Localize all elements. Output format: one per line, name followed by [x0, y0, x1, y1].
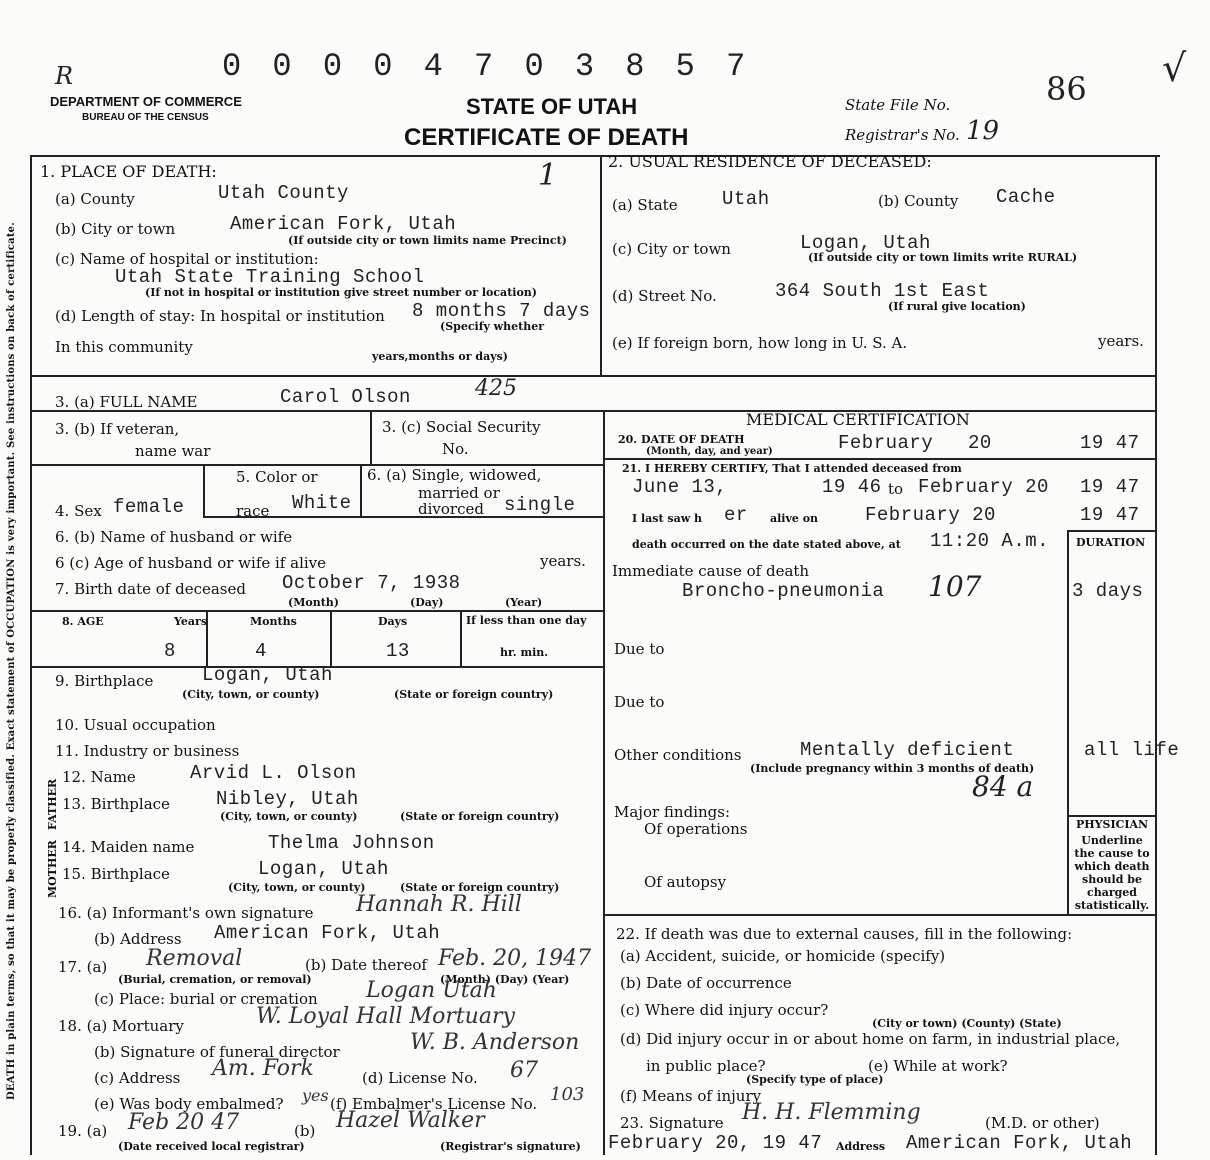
birthplace: Logan, Utah — [202, 664, 333, 686]
registrar-label: Registrar's No. — [845, 126, 960, 144]
age-days-label: Days — [378, 615, 408, 628]
community-note: years,months or days) — [372, 350, 508, 363]
father-bp-note-1: (City, town, or county) — [220, 810, 358, 823]
burial-value: Removal — [146, 946, 243, 971]
residence-heading: 2. USUAL RESIDENCE OF DECEASED: — [608, 152, 932, 171]
date-thereof: Feb. 20, 1947 — [438, 946, 592, 971]
embalmer-value: 103 — [550, 1084, 585, 1105]
other-conditions: Mentally deficient — [800, 739, 1015, 761]
certificate-title: CERTIFICATE OF DEATH — [404, 124, 689, 151]
rule-physician — [1067, 815, 1155, 817]
date-thereof-label: (b) Date thereof — [305, 956, 427, 974]
informant-address-label: (b) Address — [94, 930, 182, 948]
marital-label-2: married or — [418, 484, 500, 502]
ss-label: 3. (c) Social Security — [382, 418, 541, 436]
hospital-name: Utah State Training School — [115, 266, 425, 288]
birth-month-note: (Month) — [288, 596, 339, 609]
age-husband-label: 6 (c) Age of husband or wife if alive — [55, 554, 327, 572]
mother-bp-note-1: (City, town, or county) — [228, 881, 366, 894]
other-note: (Include pregnancy within 3 months of death) — [750, 762, 1035, 775]
mother-birthplace: Logan, Utah — [258, 858, 389, 880]
res-street-note: (If rural give location) — [888, 300, 1026, 313]
physician-note: Underline the cause to which death should be charged statistically. — [1074, 834, 1150, 912]
mother-bp-note-2: (State or foreign country) — [400, 881, 560, 894]
certificate-number: 0 0 0 0 4 7 0 3 8 5 7 — [222, 48, 752, 85]
signature-label: 23. Signature — [620, 1114, 724, 1132]
stay-note: (Specify whether — [440, 320, 545, 333]
state-file-value: 86 — [1046, 70, 1087, 108]
occurred-label: death occurred on the date stated above, at — [632, 538, 901, 551]
state-title: STATE OF UTAH — [466, 94, 638, 119]
other-conditions-label: Other conditions — [614, 746, 742, 764]
duration-label: DURATION — [1076, 536, 1146, 549]
burial-label: 17. (a) — [58, 958, 108, 976]
received-date: Feb 20 47 — [128, 1110, 240, 1135]
res-county: Cache — [996, 186, 1056, 208]
res-street: 364 South 1st East — [775, 280, 990, 302]
death-county: Utah County — [218, 182, 349, 204]
sig-address: American Fork, Utah — [906, 1132, 1133, 1154]
cause-code: 107 — [928, 570, 982, 603]
sex-value: female — [113, 496, 185, 518]
name-code: 425 — [475, 376, 517, 401]
last-saw-year: 19 47 — [1080, 504, 1140, 526]
father-name: Arvid L. Olson — [190, 762, 357, 784]
margin-mark: R — [55, 62, 74, 90]
immediate-cause-label: Immediate cause of death — [612, 562, 810, 580]
informant-label: 16. (a) Informant's own signature — [58, 904, 314, 922]
divider-top — [600, 155, 602, 377]
rule-sex — [203, 464, 205, 516]
check-mark: √ — [1162, 46, 1187, 90]
birth-day-note: (Day) — [410, 596, 444, 609]
last-saw-date: February 20 — [865, 504, 996, 526]
frame-left — [30, 155, 32, 1155]
frame-top — [30, 155, 1160, 157]
mort-address: Am. Fork — [212, 1056, 314, 1081]
father-bp-label: 13. Birthplace — [62, 795, 170, 813]
age-husband-unit: years. — [540, 552, 586, 570]
rule-dod — [603, 458, 1155, 460]
death-time: 11:20 A.m. — [930, 530, 1050, 552]
full-name: Carol Olson — [280, 386, 411, 408]
father-bp-note-2: (State or foreign country) — [400, 810, 560, 823]
informant-signature: Hannah R. Hill — [356, 892, 522, 917]
death-county-label: (a) County — [55, 190, 135, 208]
registrar-value: 19 — [966, 116, 1000, 146]
attended-from: June 13, — [632, 476, 728, 498]
md-label: (M.D. or other) — [985, 1114, 1100, 1132]
embalmer-label: (f) Embalmer's License No. — [330, 1095, 538, 1113]
embalmed-label: (e) Was body embalmed? — [94, 1095, 284, 1113]
place-label: (c) Place: burial or cremation — [94, 990, 318, 1008]
registrar-sig-label: (b) — [294, 1122, 316, 1140]
license-value: 67 — [510, 1058, 538, 1083]
director-label: (b) Signature of funeral director — [94, 1043, 340, 1061]
dod-year: 19 47 — [1080, 432, 1140, 454]
color-label: 5. Color or — [236, 468, 318, 486]
hr-min: hr. min. — [500, 646, 549, 659]
community-label: In this community — [55, 338, 193, 356]
rule-1 — [30, 375, 1155, 377]
rule-2 — [30, 410, 1155, 412]
certify-label: 21. I HEREBY CERTIFY, That I attended deceased from — [622, 462, 962, 475]
ss-label-2: No. — [442, 440, 469, 458]
license-label: (d) License No. — [362, 1069, 478, 1087]
informant-address: American Fork, Utah — [214, 922, 441, 944]
dod-day: 20 — [968, 432, 992, 454]
registrar-signature: Hazel Walker — [336, 1108, 485, 1133]
father-side-label: FATHER — [46, 778, 59, 830]
stay-label: (d) Length of stay: In hospital or institution — [55, 307, 385, 325]
res-state: Utah — [722, 188, 770, 210]
embalmed-value: yes — [302, 1086, 329, 1105]
father-birthplace: Nibley, Utah — [216, 788, 359, 810]
birthplace-label: 9. Birthplace — [55, 672, 154, 690]
birthplace-note-2: (State or foreign country) — [394, 688, 554, 701]
res-city-note: (If outside city or town limits write RURAL) — [808, 251, 1078, 264]
received-note: (Date received local registrar) — [118, 1140, 305, 1153]
husband-label: 6. (b) Name of husband or wife — [55, 528, 293, 546]
sex-label: 4. Sex — [55, 502, 102, 520]
operations-label: Of operations — [644, 820, 748, 838]
autopsy-label: Of autopsy — [644, 873, 727, 891]
race-label: race — [236, 502, 270, 520]
attended-to: February 20 — [918, 476, 1049, 498]
rule-duration — [1067, 530, 1069, 914]
rule-age2 — [330, 610, 332, 668]
attended-to-year: 19 47 — [1080, 476, 1140, 498]
mother-bp-label: 15. Birthplace — [62, 865, 170, 883]
alive-on: alive on — [770, 512, 819, 525]
foreign-label: (e) If foreign born, how long in U. S. A. — [612, 334, 908, 352]
specify-note: (Specify type of place) — [746, 1073, 884, 1086]
dod-month: February — [838, 432, 934, 454]
death-city-label: (b) City or town — [55, 220, 176, 238]
res-street-label: (d) Street No. — [612, 287, 717, 305]
work-label: (e) While at work? — [868, 1057, 1008, 1075]
immediate-cause: Broncho-pneumonia — [682, 580, 885, 602]
medical-heading: MEDICAL CERTIFICATION — [746, 410, 970, 429]
where-label: (c) Where did injury occur? — [620, 1001, 829, 1019]
death-city-note: (If outside city or town limits name Precinct) — [288, 234, 567, 247]
full-name-label: 3. (a) FULL NAME — [55, 393, 198, 411]
physician-signature: H. H. Flemming — [742, 1100, 921, 1125]
mortuary-value: W. Loyal Hall Mortuary — [256, 1004, 515, 1029]
age-months-label: Months — [250, 615, 297, 628]
to-label: to — [888, 480, 904, 498]
mother-name: Thelma Johnson — [268, 832, 435, 854]
father-name-label: 12. Name — [62, 768, 136, 786]
race-value: White — [292, 492, 352, 514]
external-label: 22. If death was due to external causes, fill in the following: — [616, 925, 1073, 943]
rule-race — [360, 464, 362, 516]
public-label: in public place? — [646, 1057, 766, 1075]
place-heading: 1. PLACE OF DEATH: — [40, 162, 217, 181]
less-than-day-label: If less than one day — [466, 614, 587, 627]
death-city: American Fork, Utah — [230, 213, 457, 235]
major-findings-label: Major findings: — [614, 803, 731, 821]
physician-label: PHYSICIAN — [1076, 818, 1149, 831]
where-note: (City or town) (County) (State) — [872, 1017, 1062, 1030]
age-label: 8. AGE — [62, 615, 104, 628]
received-label: 19. (a) — [58, 1122, 108, 1140]
occurrence-label: (b) Date of occurrence — [620, 974, 792, 992]
due-to-2-label: Due to — [614, 693, 665, 711]
industry-label: 11. Industry or business — [55, 742, 240, 760]
rule-5 — [30, 610, 603, 612]
place-value: Logan Utah — [366, 978, 497, 1003]
rule-duration-top — [1067, 530, 1155, 532]
home-label: (d) Did injury occur in or about home on farm, in industrial place, — [620, 1030, 1121, 1048]
due-to-1-label: Due to — [614, 640, 665, 658]
state-file-label: State File No. — [845, 96, 951, 114]
age-years: 8 — [164, 640, 176, 662]
last-saw-pronoun: er — [724, 504, 748, 526]
date-thereof-note: (Month) (Day) (Year) — [440, 973, 570, 986]
age-years-label: Years — [174, 615, 208, 628]
signature-date: February 20, 19 47 — [608, 1132, 823, 1154]
res-state-label: (a) State — [612, 196, 678, 214]
last-saw-label: I last saw h — [632, 512, 703, 525]
place-check: 1 — [538, 158, 558, 193]
burial-note: (Burial, cremation, or removal) — [118, 973, 312, 986]
res-city-label: (c) City or town — [612, 240, 731, 258]
mother-side-label: MOTHER — [46, 840, 59, 898]
dept-label: DEPARTMENT OF COMMERCE — [50, 94, 242, 109]
rule-ss — [370, 410, 372, 464]
hospital-note: (If not in hospital or institution give street number or location) — [145, 286, 537, 299]
other-code: 84 a — [972, 770, 1034, 803]
veteran-label-2: name war — [135, 442, 211, 460]
accident-label: (a) Accident, suicide, or homicide (specify) — [620, 947, 946, 965]
cause-duration: 3 days — [1072, 580, 1144, 602]
mortuary-label: 18. (a) Mortuary — [58, 1017, 184, 1035]
bureau-label: BUREAU OF THE CENSUS — [82, 112, 209, 123]
age-months: 4 — [255, 640, 267, 662]
age-days: 13 — [386, 640, 410, 662]
stay-value: 8 months 7 days — [412, 300, 591, 322]
director-signature: W. B. Anderson — [410, 1030, 580, 1055]
marital-value: single — [504, 494, 576, 516]
marital-label-3: divorced — [418, 500, 484, 518]
dod-note: (Month, day, and year) — [646, 446, 773, 457]
occupation-label: 10. Usual occupation — [55, 716, 216, 734]
dod-label: 20. DATE OF DEATH — [618, 433, 745, 446]
birthplace-note-1: (City, town, or county) — [182, 688, 320, 701]
birth-date: October 7, 1938 — [282, 572, 461, 594]
sig-address-label: Address — [836, 1140, 886, 1153]
birth-year-note: (Year) — [505, 596, 543, 609]
mother-name-label: 14. Maiden name — [62, 838, 195, 856]
means-label: (f) Means of injury — [620, 1087, 762, 1105]
veteran-label: 3. (b) If veteran, — [55, 420, 180, 438]
attended-from-year: 19 46 — [822, 476, 882, 498]
birth-date-label: 7. Birth date of deceased — [55, 580, 246, 598]
hospital-label: (c) Name of hospital or institution: — [55, 250, 319, 268]
frame-right — [1155, 155, 1157, 1155]
margin-instructions: DEATH in plain terms, so that it may be properly classified. Exact statement of OCCUPATION is very important. See instructions on back of certificate. — [6, 222, 17, 1100]
foreign-unit: years. — [1098, 332, 1144, 350]
res-city: Logan, Utah — [800, 232, 931, 254]
divider-bottom — [603, 410, 605, 1155]
mort-address-label: (c) Address — [94, 1069, 181, 1087]
registrar-sig-note: (Registrar's signature) — [440, 1140, 581, 1153]
rule-ext — [603, 914, 1155, 916]
res-county-label: (b) County — [878, 192, 959, 210]
other-duration: all life — [1084, 739, 1180, 761]
rule-age3 — [460, 610, 462, 668]
marital-label-1: 6. (a) Single, widowed, — [367, 466, 542, 484]
